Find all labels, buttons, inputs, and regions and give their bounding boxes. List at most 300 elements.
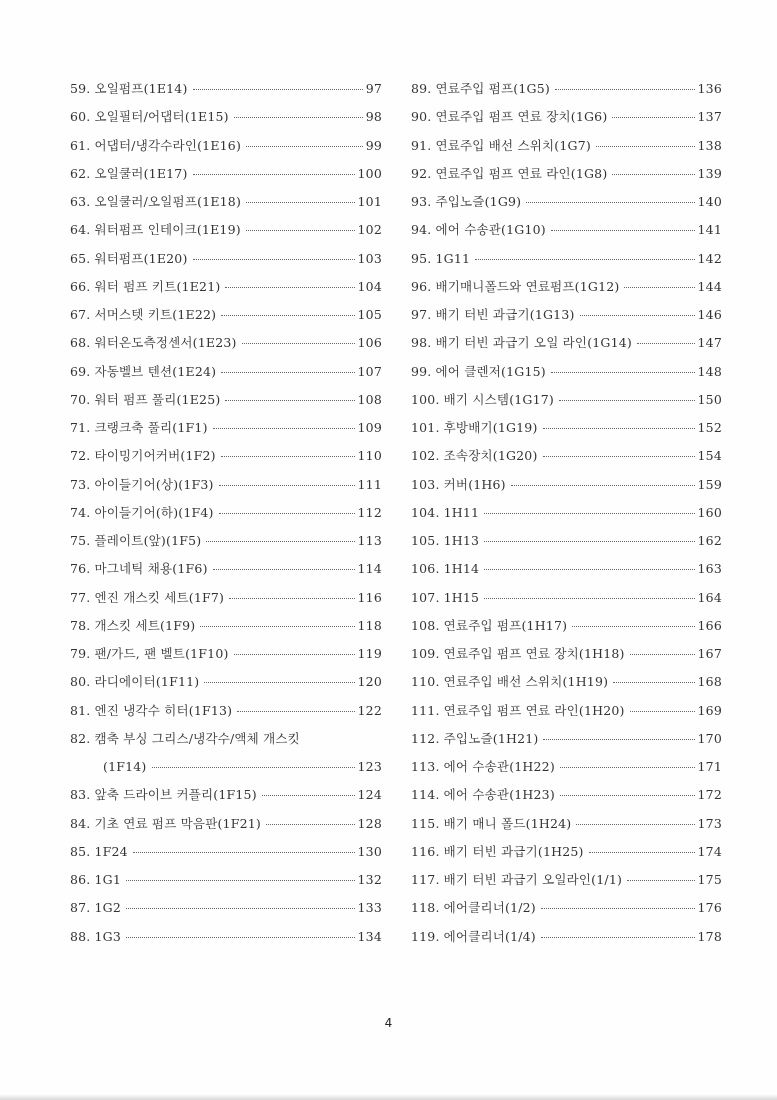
dot-leader	[627, 880, 694, 881]
toc-entry	[70, 358, 382, 386]
entry-number: 114.	[411, 787, 440, 803]
toc-entry	[70, 386, 382, 414]
toc-entry	[70, 499, 382, 527]
entry-number: 84.	[70, 815, 91, 831]
entry-page-number: 147	[697, 335, 722, 351]
toc-entry	[70, 923, 382, 951]
entry-title: 에어 수송관(1G10)	[435, 222, 546, 238]
entry-number: 88.	[70, 928, 91, 944]
entry-number: 71.	[70, 420, 91, 435]
entry-page-number: 114	[357, 561, 382, 577]
entry-page-number: 170	[697, 730, 722, 746]
dot-leader	[543, 739, 694, 740]
dot-leader	[221, 372, 354, 373]
entry-number: 91.	[411, 137, 432, 153]
toc-entry	[411, 414, 722, 442]
toc-entry	[70, 160, 382, 188]
entry-title: 워터 펌프 키트(1E21)	[94, 278, 221, 294]
entry-title: 엔진 냉각수 히터(1F13)	[94, 702, 233, 718]
entry-title: 커버(1H6)	[443, 476, 506, 492]
entry-page-number: 174	[697, 843, 722, 859]
entry-page-number: 97	[365, 81, 382, 96]
toc-entry	[70, 753, 382, 781]
entry-page-number: 166	[697, 617, 722, 633]
entry-title: 타이밍기어커버(1F2)	[94, 448, 216, 464]
entry-number: 111.	[411, 702, 440, 718]
toc-entry	[411, 329, 722, 357]
entry-number: 61.	[70, 137, 91, 153]
entry-title: 연료주입 펌프(1G5)	[435, 81, 550, 96]
toc-entry	[70, 245, 382, 273]
entry-number: 64.	[70, 222, 91, 238]
toc-entry	[70, 301, 382, 329]
entry-number: 98.	[411, 335, 432, 351]
entry-number: 66.	[70, 278, 91, 294]
toc-entry	[70, 725, 382, 753]
entry-page-number: 130	[357, 843, 382, 859]
entry-number: 118.	[411, 900, 440, 916]
toc-entry	[411, 499, 722, 527]
entry-number: 113.	[411, 759, 440, 774]
entry-page-number: 142	[697, 250, 722, 266]
entry-title: 크랭크축 풀리(1F1)	[94, 420, 208, 435]
entry-number: 109.	[411, 646, 440, 661]
entry-title: 1G1	[94, 872, 121, 887]
toc-entry	[70, 471, 382, 499]
toc-entry	[411, 245, 722, 273]
toc-entry	[70, 442, 382, 470]
toc-entry	[411, 612, 722, 640]
entry-page-number: 175	[697, 872, 722, 887]
entry-number: 77.	[70, 589, 91, 605]
entry-page-number: 176	[697, 900, 722, 916]
entry-number: 106.	[411, 561, 440, 577]
entry-title: 배기매니폴드와 연료펌프(1G12)	[435, 278, 620, 294]
entry-title: 에어 수송관(1H23)	[443, 787, 555, 803]
dot-leader	[133, 852, 355, 853]
entry-number: 86.	[70, 872, 91, 887]
toc-entry	[411, 358, 722, 386]
entry-number: 105.	[411, 533, 440, 548]
scan-edge-shadow	[0, 1094, 777, 1100]
dot-leader	[484, 569, 694, 570]
toc-entry	[411, 132, 722, 160]
entry-title: 배기 매니 폴드(1H24)	[443, 815, 572, 831]
toc-entry	[411, 160, 722, 188]
entry-number: 112.	[411, 730, 440, 746]
entry-page-number: 100	[357, 165, 382, 181]
entry-number: 116.	[411, 843, 440, 859]
entry-number: 108.	[411, 617, 440, 633]
entry-title: 후방배기(1G19)	[443, 420, 538, 435]
entry-title: 연료주입 펌프 연료 라인(1G8)	[435, 165, 608, 181]
dot-leader	[152, 767, 355, 768]
dot-leader	[234, 654, 355, 655]
toc-entry	[70, 555, 382, 583]
entry-number: 94.	[411, 222, 432, 238]
entry-number: 81.	[70, 702, 91, 718]
entry-title: 1H14	[443, 561, 480, 577]
entry-page-number: 154	[697, 448, 722, 464]
entry-number: 101.	[411, 420, 440, 435]
toc-entry	[70, 612, 382, 640]
toc-entry	[411, 866, 722, 894]
entry-title: 자동벨브 텐션(1E24)	[94, 363, 217, 379]
entry-title: 에어클리너(1/4)	[443, 928, 536, 944]
entry-page-number: 132	[357, 872, 382, 887]
entry-title: 기초 연료 펌프 막음판(1F21)	[94, 815, 261, 831]
entry-number: 89.	[411, 81, 432, 96]
entry-title: 1H11	[443, 504, 480, 520]
entry-page-number: 104	[357, 278, 382, 294]
entry-number: 70.	[70, 391, 91, 407]
entry-page-number: 139	[697, 165, 722, 181]
toc-entry	[411, 188, 722, 216]
dot-leader	[555, 89, 695, 90]
entry-number: 102.	[411, 448, 440, 464]
entry-page-number: 102	[357, 222, 382, 238]
entry-page-number: 105	[357, 307, 382, 322]
dot-leader	[637, 343, 695, 344]
entry-number: 103.	[411, 476, 440, 492]
toc-entry	[411, 216, 722, 244]
dot-leader	[596, 146, 695, 147]
toc-column-left	[70, 75, 382, 951]
entry-title: 어댑터/냉각수라인(1E16)	[94, 137, 242, 153]
toc-entry	[70, 75, 382, 103]
dot-leader	[630, 711, 695, 712]
entry-page-number: 160	[697, 504, 722, 520]
entry-title: 오일펌프(1E14)	[94, 81, 188, 96]
entry-title: 앞축 드라이브 커플리(1F15)	[94, 787, 257, 803]
toc-entry	[70, 188, 382, 216]
entry-page-number: 99	[365, 137, 382, 153]
toc-entry	[411, 810, 722, 838]
toc-entry	[70, 527, 382, 555]
dot-leader	[221, 315, 354, 316]
dot-leader	[559, 400, 695, 401]
entry-title: 에어 클렌저(1G15)	[435, 363, 546, 379]
entry-page-number: 122	[357, 702, 382, 718]
entry-title: 오일필터/어댑터(1E15)	[94, 109, 229, 125]
entry-title: 팬/가드, 팬 벨트(1F10)	[94, 646, 229, 661]
entry-page-number: 141	[697, 222, 722, 238]
dot-leader	[541, 937, 695, 938]
entry-page-number: 178	[697, 928, 722, 944]
entry-page-number: 152	[697, 420, 722, 435]
dot-leader	[612, 174, 694, 175]
toc-entry	[70, 216, 382, 244]
toc-entry	[411, 386, 722, 414]
entry-title: 배기 터빈 과급기(1H25)	[443, 843, 584, 859]
dot-leader	[126, 880, 355, 881]
entry-page-number: 168	[697, 674, 722, 690]
entry-title: 캠축 부싱 그리스/냉각수/액체 개스킷	[94, 730, 300, 746]
entry-page-number: 109	[357, 420, 382, 435]
toc-entry	[411, 697, 722, 725]
toc-entry	[411, 781, 722, 809]
dot-leader	[126, 908, 355, 909]
entry-page-number: 173	[697, 815, 722, 831]
dot-leader	[543, 456, 695, 457]
dot-leader	[612, 117, 694, 118]
entry-number: 100.	[411, 391, 440, 407]
dot-leader	[475, 259, 694, 260]
entry-page-number: 162	[697, 533, 722, 548]
dot-leader	[551, 230, 695, 231]
entry-page-number: 111	[357, 476, 382, 492]
entry-page-number: 128	[357, 815, 382, 831]
dot-leader	[193, 174, 355, 175]
entry-title: 개스킷 세트(1F9)	[94, 617, 196, 633]
toc-entry	[411, 923, 722, 951]
entry-title: 오일쿨러/오일펌프(1E18)	[94, 194, 242, 209]
entry-page-number: 144	[697, 278, 722, 294]
toc-entry	[70, 810, 382, 838]
entry-title: 배기 터빈 과급기 오일 라인(1G14)	[435, 335, 633, 351]
dot-leader	[543, 428, 695, 429]
entry-number: 110.	[411, 674, 440, 690]
entry-number: 93.	[411, 194, 432, 209]
entry-number: 117.	[411, 872, 440, 887]
entry-title: 연료주입 펌프 연료 라인(1H20)	[443, 702, 625, 718]
entry-page-number: 172	[697, 787, 722, 803]
entry-page-number: 171	[697, 759, 722, 774]
toc-entry	[70, 132, 382, 160]
entry-number: 87.	[70, 900, 91, 916]
entry-title: 1G2	[94, 900, 121, 916]
dot-leader	[193, 259, 355, 260]
toc-entry	[70, 329, 382, 357]
dot-leader	[580, 315, 695, 316]
page-number: 4	[384, 1016, 393, 1030]
entry-title: 워터 펌프 풀리(1E25)	[94, 391, 221, 407]
entry-number: 73.	[70, 476, 91, 492]
entry-page-number: 169	[697, 702, 722, 718]
dot-leader	[613, 682, 694, 683]
toc-entry	[411, 668, 722, 696]
entry-page-number: 118	[357, 617, 382, 633]
entry-title: 플레이트(앞)(1F5)	[94, 533, 202, 548]
dot-leader	[624, 287, 694, 288]
entry-title: 배기 터빈 과급기(1G13)	[435, 307, 575, 322]
entry-number: 72.	[70, 448, 91, 464]
entry-number: 107.	[411, 589, 440, 605]
entry-title: 배기 터빈 과급기 오일라인(1/1)	[443, 872, 623, 887]
entry-page-number: 140	[697, 194, 722, 209]
entry-page-number: 137	[697, 109, 722, 125]
entry-number: 115.	[411, 815, 440, 831]
entry-number: 92.	[411, 165, 432, 181]
entry-title: 아이들기어(상)(1F3)	[94, 476, 214, 492]
toc-entry	[411, 640, 722, 668]
entry-page-number: 113	[357, 533, 382, 548]
toc-entry	[411, 301, 722, 329]
dot-leader	[229, 598, 354, 599]
toc-entry	[70, 584, 382, 612]
entry-page-number: 106	[357, 335, 382, 351]
entry-page-number: 108	[357, 391, 382, 407]
toc-entry	[411, 442, 722, 470]
dot-leader	[204, 682, 354, 683]
entry-title: 아이들기어(하)(1F4)	[94, 504, 214, 520]
entry-number: 79.	[70, 646, 91, 661]
dot-leader	[200, 626, 354, 627]
toc-entry	[70, 640, 382, 668]
entry-page-number: 164	[697, 589, 722, 605]
entry-number: 60.	[70, 109, 91, 125]
dot-leader	[484, 513, 694, 514]
entry-number: 95.	[411, 250, 432, 266]
toc-entry	[411, 838, 722, 866]
toc-entry	[70, 838, 382, 866]
dot-leader	[126, 937, 355, 938]
entry-title: (1F14)	[103, 759, 147, 774]
dot-leader	[484, 541, 694, 542]
dot-leader	[246, 230, 355, 231]
entry-title: 워터펌프 인테이크(1E19)	[94, 222, 241, 238]
entry-number: 75.	[70, 533, 91, 548]
dot-leader	[484, 598, 694, 599]
dot-leader	[572, 626, 694, 627]
dot-leader	[576, 824, 694, 825]
dot-leader	[225, 400, 354, 401]
toc-entry	[411, 273, 722, 301]
entry-page-number: 98	[365, 109, 382, 125]
toc-column-right	[411, 75, 722, 951]
entry-page-number: 167	[697, 646, 722, 661]
entry-title: 워터펌프(1E20)	[94, 250, 188, 266]
toc-entry	[411, 527, 722, 555]
entry-page-number: 103	[357, 250, 382, 266]
entry-title: 에어클리너(1/2)	[443, 900, 536, 916]
toc-entry	[411, 555, 722, 583]
toc-entry	[70, 697, 382, 725]
dot-leader	[511, 485, 695, 486]
dot-leader	[234, 117, 363, 118]
entry-number: 74.	[70, 504, 91, 520]
dot-leader	[589, 852, 695, 853]
dot-leader	[206, 541, 354, 542]
dot-leader	[526, 202, 694, 203]
entry-title: 1F24	[94, 843, 128, 859]
dot-leader	[560, 767, 695, 768]
entry-title: 에어 수송관(1H22)	[443, 759, 555, 774]
entry-number: 90.	[411, 109, 432, 125]
dot-leader	[242, 343, 355, 344]
entry-number: 65.	[70, 250, 91, 266]
dot-leader	[630, 654, 695, 655]
entry-page-number: 159	[697, 476, 722, 492]
entry-title: 1H13	[443, 533, 480, 548]
dot-leader	[246, 146, 363, 147]
dot-leader	[266, 824, 355, 825]
toc-entry	[411, 103, 722, 131]
entry-title: 마그네틱 채용(1F6)	[94, 561, 208, 577]
toc-entry	[411, 471, 722, 499]
entry-page-number: 163	[697, 561, 722, 577]
entry-number: 69.	[70, 363, 91, 379]
entry-number: 80.	[70, 674, 91, 690]
entry-page-number: 134	[357, 928, 382, 944]
entry-number: 62.	[70, 165, 91, 181]
entry-number: 59.	[70, 81, 91, 96]
dot-leader	[219, 513, 355, 514]
entry-number: 78.	[70, 617, 91, 633]
entry-title: 연료주입 배선 스위치(1H19)	[443, 674, 609, 690]
dot-leader	[193, 89, 363, 90]
dot-leader	[551, 372, 695, 373]
entry-page-number: 120	[357, 674, 382, 690]
entry-title: 1G3	[94, 928, 121, 944]
entry-page-number: 116	[357, 589, 382, 605]
entry-title: 연료주입 펌프(1H17)	[443, 617, 568, 633]
entry-number: 85.	[70, 843, 91, 859]
toc-entry	[70, 894, 382, 922]
dot-leader	[560, 795, 695, 796]
toc-entry	[70, 668, 382, 696]
dot-leader	[219, 485, 355, 486]
entry-title: 연료주입 배선 스위치(1G7)	[435, 137, 591, 153]
entry-number: 104.	[411, 504, 440, 520]
entry-page-number: 112	[357, 504, 382, 520]
entry-page-number: 123	[357, 759, 382, 774]
entry-page-number: 136	[697, 81, 722, 96]
entry-page-number: 101	[357, 194, 382, 209]
entry-title: 1G11	[435, 250, 471, 266]
entry-number: 82.	[70, 730, 91, 746]
toc-entry	[411, 894, 722, 922]
dot-leader	[262, 795, 355, 796]
toc-entry	[70, 103, 382, 131]
entry-number: 99.	[411, 363, 432, 379]
entry-number: 68.	[70, 335, 91, 351]
toc-entry	[411, 725, 722, 753]
dot-leader	[225, 287, 354, 288]
entry-page-number: 107	[357, 363, 382, 379]
toc-entry	[411, 75, 722, 103]
entry-page-number: 133	[357, 900, 382, 916]
entry-page-number: 138	[697, 137, 722, 153]
entry-number: 83.	[70, 787, 91, 803]
dot-leader	[541, 908, 695, 909]
dot-leader	[213, 569, 355, 570]
entry-page-number: 119	[357, 646, 382, 661]
entry-number: 97.	[411, 307, 432, 322]
entry-number: 119.	[411, 928, 440, 944]
toc-entry	[70, 781, 382, 809]
entry-page-number: 146	[697, 307, 722, 322]
entry-number: 76.	[70, 561, 91, 577]
dot-leader	[246, 202, 354, 203]
toc-entry	[70, 866, 382, 894]
entry-page-number: 124	[357, 787, 382, 803]
entry-title: 연료주입 펌프 연료 장치(1H18)	[443, 646, 625, 661]
entry-title: 엔진 개스킷 세트(1F7)	[94, 589, 225, 605]
entry-page-number: 148	[697, 363, 722, 379]
entry-title: 1H15	[443, 589, 480, 605]
entry-page-number: 150	[697, 391, 722, 407]
entry-title: 주입노즐(1H21)	[443, 730, 539, 746]
dot-leader	[237, 711, 354, 712]
toc-entry	[411, 753, 722, 781]
entry-number: 96.	[411, 278, 432, 294]
toc-entry	[70, 273, 382, 301]
toc-entry	[411, 584, 722, 612]
entry-number: 67.	[70, 307, 91, 322]
dot-leader	[213, 428, 355, 429]
entry-title: 배기 시스템(1G17)	[443, 391, 554, 407]
